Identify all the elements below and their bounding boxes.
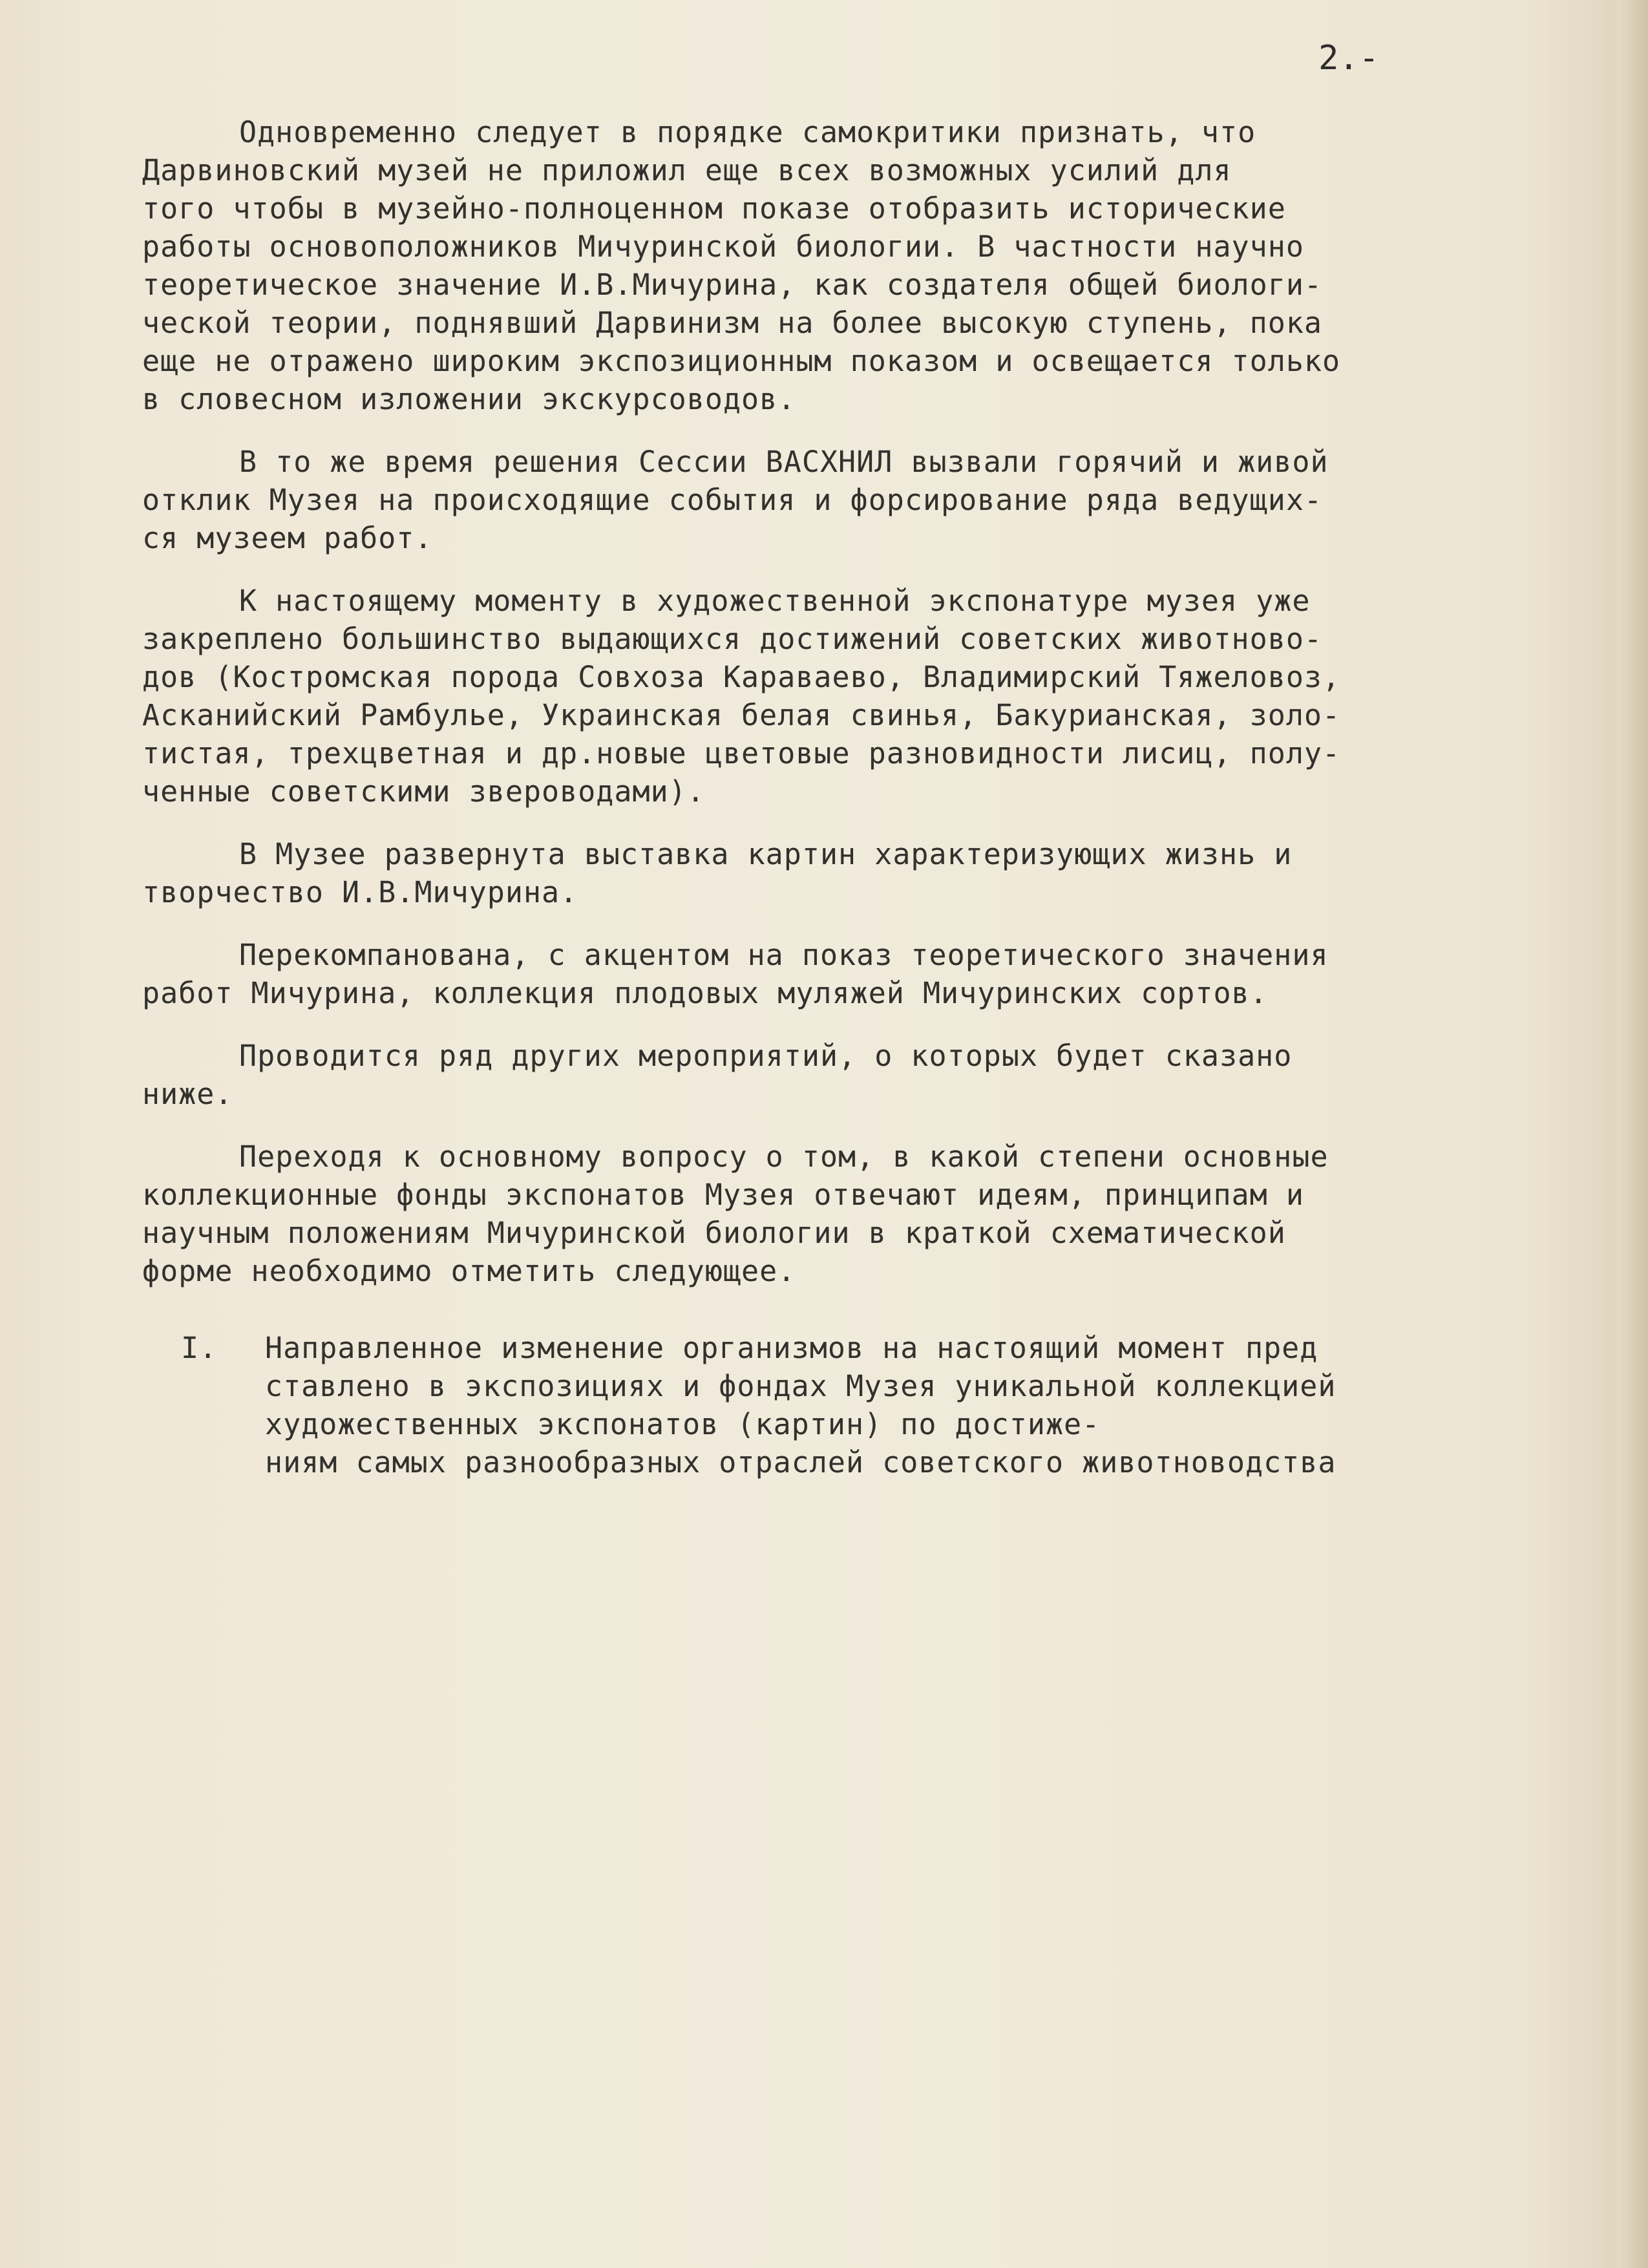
text-line: К настоящему моменту в художественной экспонатуре музея уже bbox=[239, 584, 1311, 618]
text-line: ченные советскими звероводами). bbox=[142, 774, 705, 809]
text-line: Асканийский Рамбулье, Украинская белая свинья, Бакурианская, золо- bbox=[142, 698, 1341, 732]
text-line: Одновременно следует в порядке самокритики признать, что bbox=[239, 115, 1256, 149]
text-line: ческой теории, поднявший Дарвинизм на более высокую ступень, пока bbox=[142, 306, 1322, 340]
text-line: ниже. bbox=[142, 1077, 233, 1111]
paragraph-michurin-exhibition bbox=[142, 835, 1551, 911]
text-line: научным положениям Мичуринской биологии в краткой схематической bbox=[142, 1216, 1286, 1250]
item-number: I. bbox=[181, 1331, 218, 1365]
text-line: Переходя к основному вопросу о том, в какой степени основные bbox=[239, 1139, 1329, 1174]
text-line: отклик Музея на происходящие события и форсирование ряда ведущих- bbox=[142, 483, 1322, 517]
text-line: того чтобы в музейно-полноценном показе отобразить исторические bbox=[142, 191, 1286, 226]
text-line: Дарвиновский музей не приложил еще всех возможных усилий для bbox=[142, 153, 1232, 187]
text-line: форме необходимо отметить следующее. bbox=[142, 1254, 796, 1288]
text-line: Проводится ряд других мероприятий, о которых будет сказано bbox=[239, 1039, 1293, 1073]
paragraph-other-measures bbox=[142, 1037, 1551, 1113]
numbered-item bbox=[142, 1329, 1551, 1481]
text-line: работ Мичурина, коллекция плодовых муляжей Мичуринских сортов. bbox=[142, 976, 1268, 1010]
text-line: творчество И.В.Мичурина. bbox=[142, 875, 578, 909]
paragraph-art-exhibits bbox=[142, 582, 1551, 811]
text-line: дов (Костромская порода Совхоза Караваево, Владимирский Тяжеловоз, bbox=[142, 660, 1341, 694]
text-line: еще не отражено широким экспозиционным показом и освещается только bbox=[142, 344, 1341, 378]
text-line: ниям самых разнообразных отраслей советского животноводства bbox=[265, 1445, 1336, 1479]
paragraph-vaskhnil-session bbox=[142, 443, 1551, 557]
text-line: Направленное изменение организмов на настоящий момент пред bbox=[265, 1331, 1318, 1365]
text-line: в словесном изложении экскурсоводов. bbox=[142, 382, 796, 416]
text-line: В Музее развернута выставка картин характеризующих жизнь и bbox=[239, 837, 1293, 871]
text-line: В то же время решения Сессии ВАСХНИЛ вызвали горячий и живой bbox=[239, 445, 1329, 479]
text-line: ся музеем работ. bbox=[142, 521, 433, 555]
text-line: Перекомпанована, с акцентом на показ теоретического значения bbox=[239, 938, 1329, 972]
document-body bbox=[142, 113, 1551, 1481]
text-line: художественных экспонатов (картин) по достиже- bbox=[265, 1407, 1101, 1441]
page-number: 2.- bbox=[1318, 39, 1379, 78]
paper-edge bbox=[1617, 0, 1648, 2268]
text-line: теоретическое значение И.В.Мичурина, как создателя общей биологи- bbox=[142, 268, 1322, 302]
text-line: работы основоположников Мичуринской биологии. В частности научно bbox=[142, 229, 1304, 264]
paragraph-main-question bbox=[142, 1138, 1551, 1290]
text-line: тистая, трехцветная и др.новые цветовые разновидности лисиц, полу- bbox=[142, 736, 1341, 770]
text-line: закреплено большинство выдающихся достижений советских животново- bbox=[142, 622, 1322, 656]
paragraph-self-criticism bbox=[142, 113, 1551, 418]
text-line: коллекционные фонды экспонатов Музея отвечают идеям, принципам и bbox=[142, 1178, 1304, 1212]
item-text bbox=[265, 1329, 1551, 1481]
paragraph-fruit-models bbox=[142, 936, 1551, 1012]
text-line: ставлено в экспозициях и фондах Музея уникальной коллекцией bbox=[265, 1369, 1336, 1403]
